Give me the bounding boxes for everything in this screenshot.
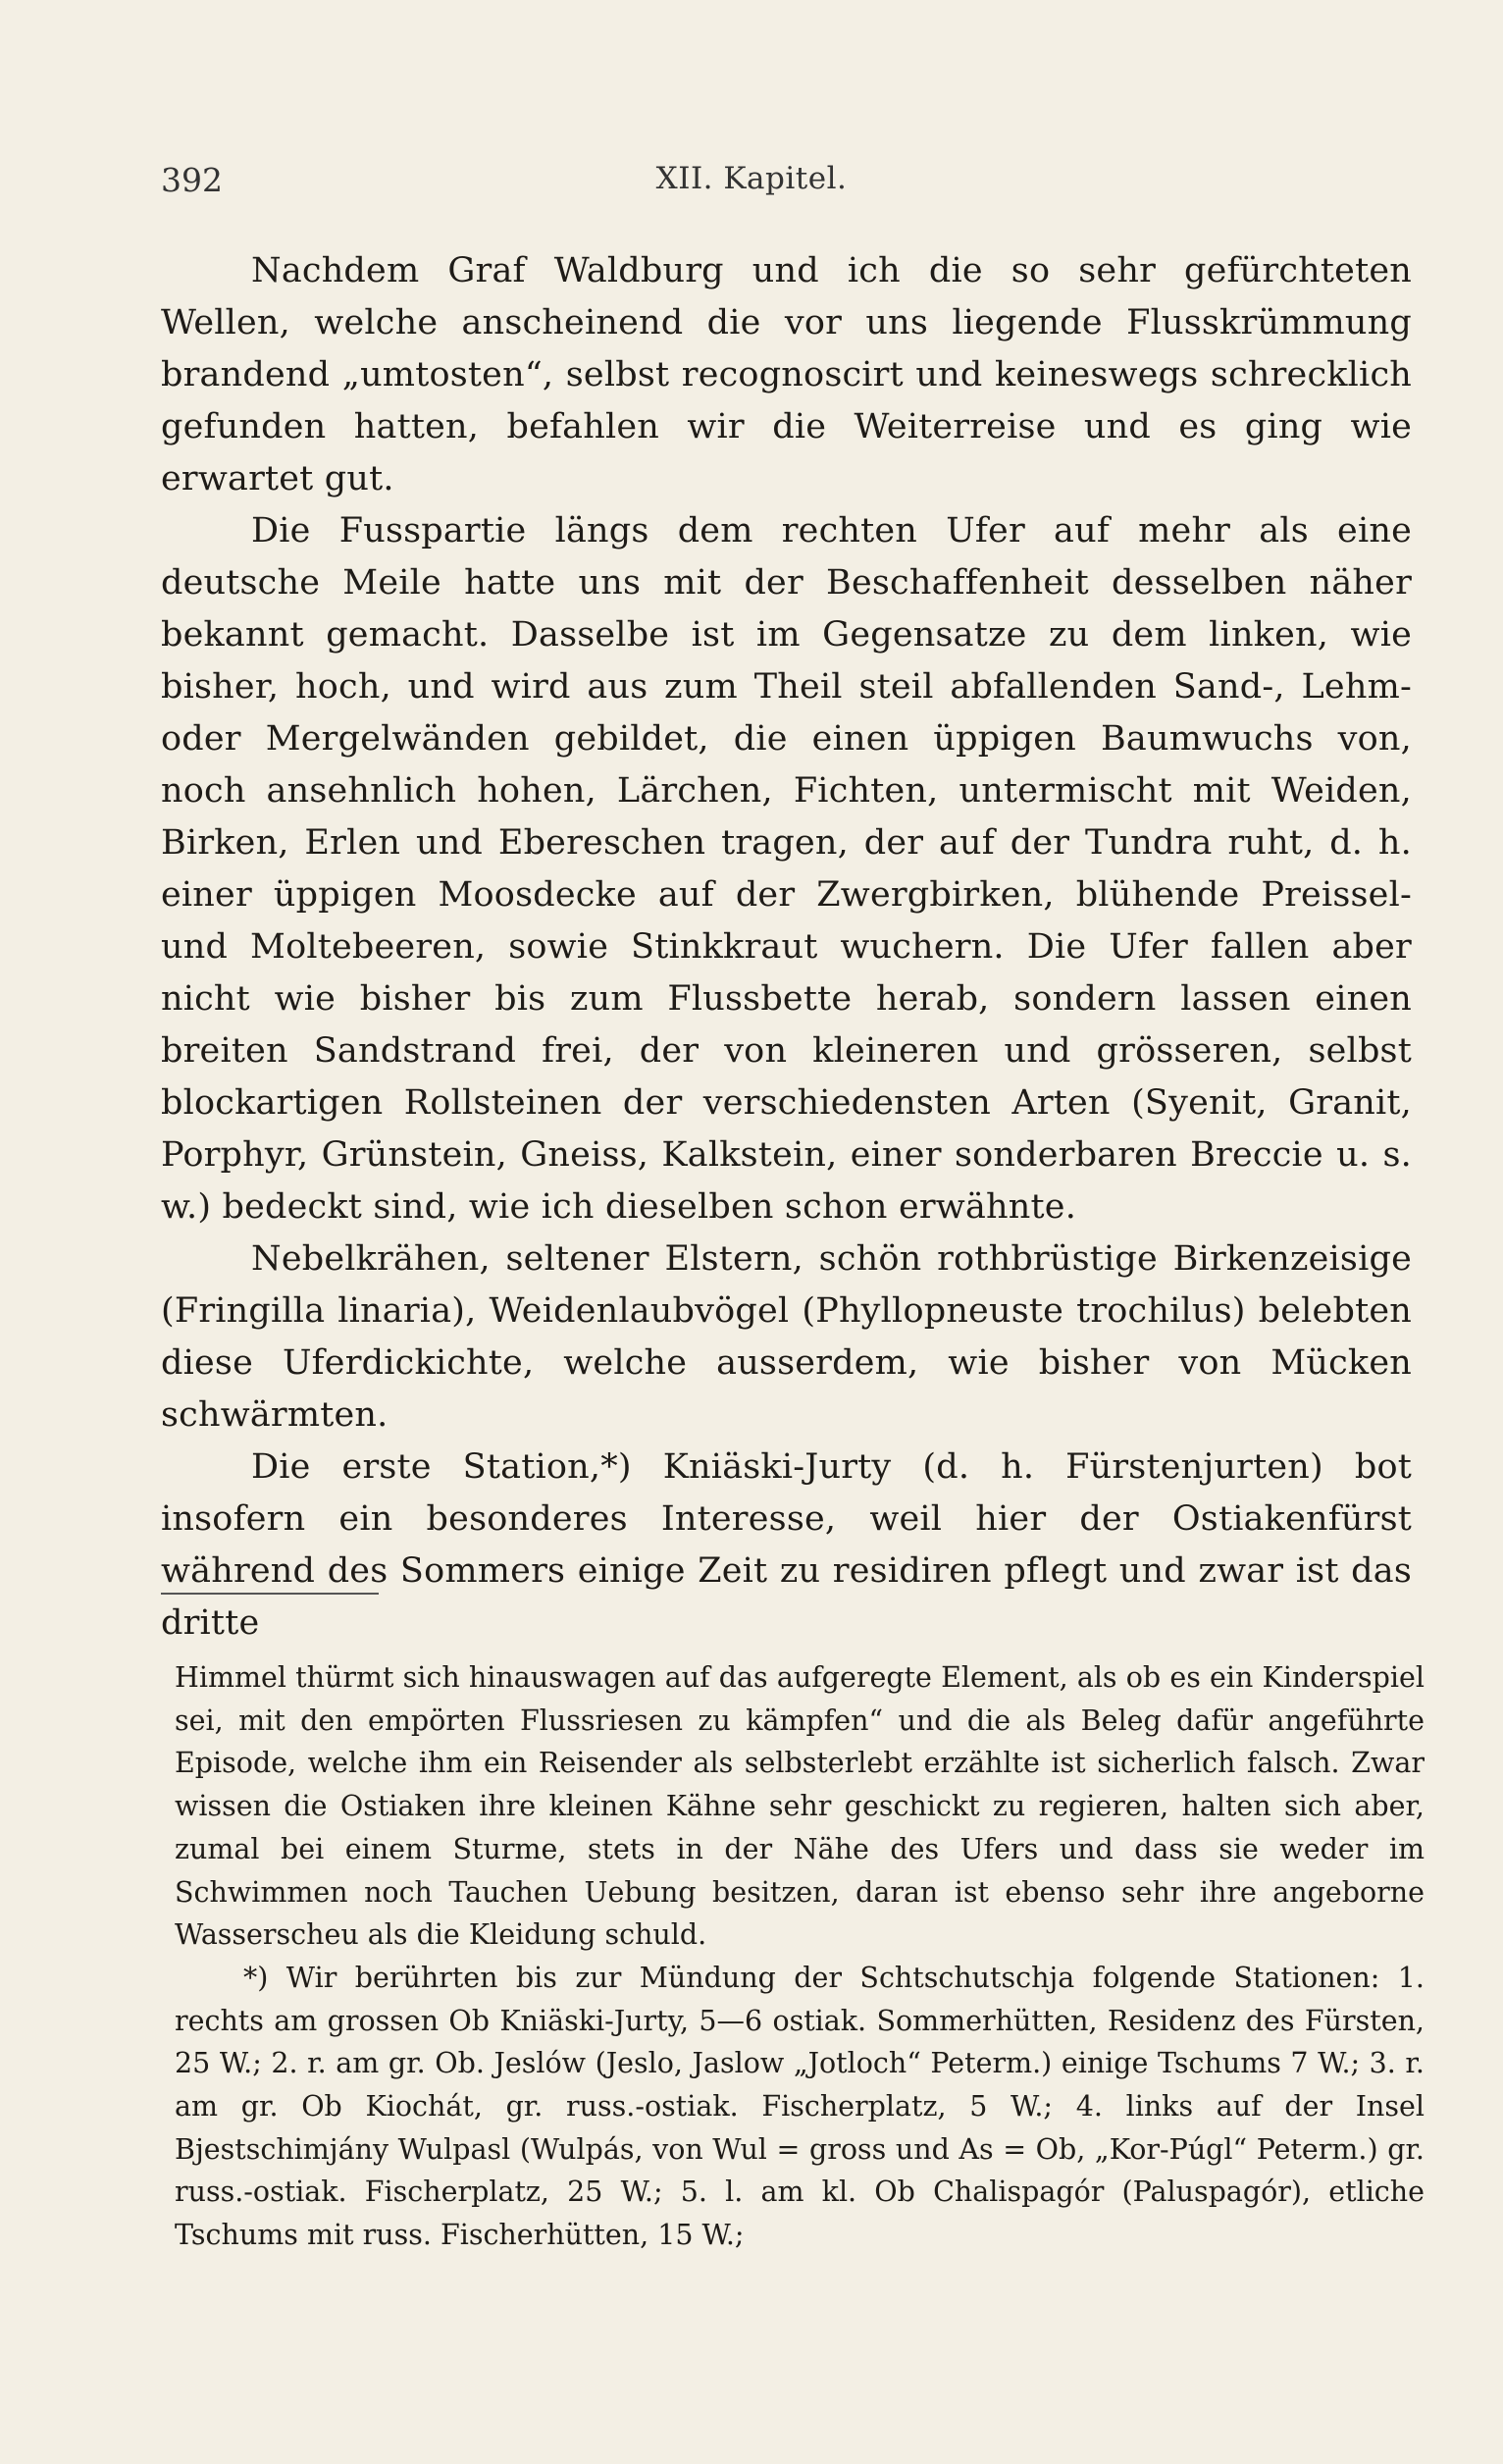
paragraph: Die Fusspartie längs dem rechten Ufer auf mehr als eine deutsche Meile hatte uns mit der Beschaffenheit desselben näher bekannt gemacht. Dasselbe ist im Gegensatze zu dem linken, wie bisher, hoch, und wird aus zum Theil steil abfallenden Sand-, Lehm- oder Mergelwänden gebildet, die einen üppigen Baumwuchs von, noch ansehnlich hohen, Lärchen, Fichten, untermischt mit Weiden, Birken, Erlen und Ebereschen tragen, der auf der Tundra ruht, d. h. einer üppigen Moosdecke auf der Zwergbirken, blühende Preissel- und Moltebeeren, sowie Stinkkraut wuchern. Die Ufer fallen aber nicht wie bisher bis zum Flussbette herab, sondern lassen einen breiten Sandstrand frei, der von kleineren und grösseren, selbst blockartigen Rollsteinen der verschiedensten Arten (Syenit, Granit, Porphyr, Grünstein, Gneiss, Kalkstein, einer sonderbaren Breccie u. s. w.) bedeckt sind, wie ich dieselben schon erwähnte. [161, 511, 1412, 1227]
page-number: 392 [161, 161, 223, 199]
footnote-star: *) Wir berührten bis zur Mündung der Schtschutschja folgende Stationen: 1. rechts am grossen Ob Kniäski-Jurty, 5—6 ostiak. Sommerhütten, Residenz des Fürsten, 25 W.; 2. r. am gr. Ob. Jeslów (Jeslo, Jaslow „Jotloch“ Peterm.) einige Tschums 7 W.; 3. r. am gr. Ob Kiochát, gr. russ.-ostiak. Fischerplatz, 5 W.; 4. links auf der Insel Bjestschimjány Wulpasl (Wulpás, von Wul = gross und As = Ob, „Kor-Púgl“ Peterm.) gr. russ.-ostiak. Fischerplatz, 25 W.; 5. l. am kl. Ob Chalispagór (Paluspagór), etliche Tschums mit russ. Fischerhütten, 15 W.; [175, 1961, 1425, 2252]
paragraph: Nachdem Graf Waldburg und ich die so sehr gefürchteten Wellen, welche anscheinend die vor uns liegende Flusskrümmung brandend „umtosten“, selbst recognoscirt und keineswegs schrecklich gefunden hatten, befahlen wir die Weiterreise und es ging wie erwartet gut. [161, 251, 1412, 498]
main-text [161, 245, 1412, 1650]
footnote-rule [161, 1593, 379, 1595]
running-head: XII. Kapitel. [655, 161, 848, 196]
paragraph: Nebelkrähen, seltener Elstern, schön rothbrüstige Birkenzeisige (Fringilla linaria), Weidenlaubvögel (Phyllopneuste trochilus) belebten diese Uferdickichte, welche ausserdem, wie bisher von Mücken schwärmten. [161, 1239, 1412, 1435]
footnotes [175, 1656, 1425, 2257]
paragraph: Die erste Station,*) Kniäski-Jurty (d. h. Fürstenjurten) bot insofern ein besonderes Interesse, weil hier der Ostiakenfürst während des Sommers einige Zeit zu residiren pflegt und zwar ist das dritte [161, 1447, 1412, 1643]
footnote-continued: Himmel thürmt sich hinauswagen auf das aufgeregte Element, als ob es ein Kinderspiel sei, mit den empörten Flussriesen zu kämpfen“ und die als Beleg dafür angeführte Episode, welche ihm ein Reisender als selbsterlebt erzählte ist sicherlich falsch. Zwar wissen die Ostiaken ihre kleinen Kähne sehr geschickt zu regieren, halten sich aber, zumal bei einem Sturme, stets in der Nähe des Ufers und dass sie weder im Schwimmen noch Tauchen Uebung besitzen, daran ist ebenso sehr ihre angeborne Wasserscheu als die Kleidung schuld. [175, 1661, 1425, 1952]
